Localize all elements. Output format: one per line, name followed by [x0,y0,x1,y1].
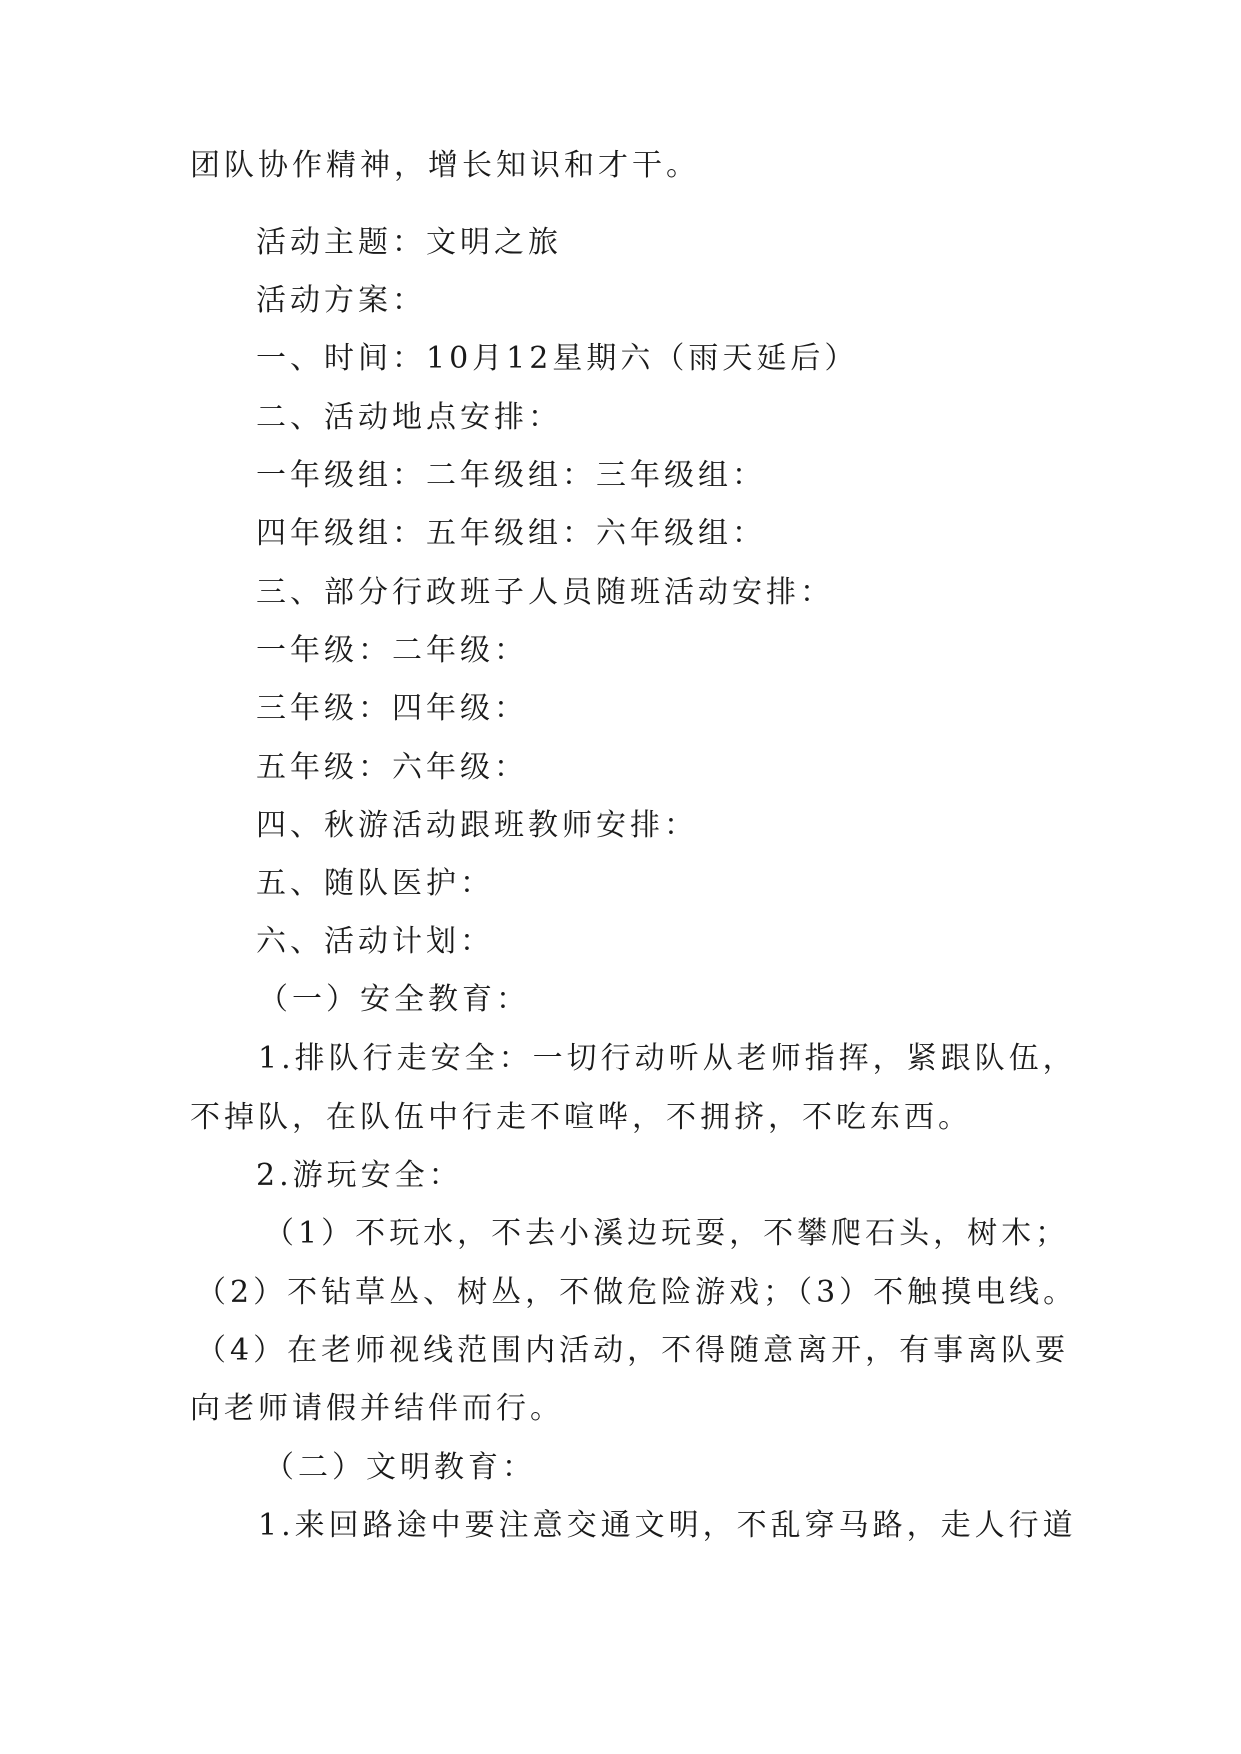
text-line: 三年级：四年级： [256,691,528,726]
text-line: 一年级组：二年级组：三年级组： [256,458,766,493]
text-line: 向老师请假并结伴而行。 [190,1391,564,1426]
text-line: （一）安全教育： [258,982,530,1017]
text-line: （1）不玩水，不去小溪边玩耍，不攀爬石头，树木； [264,1216,1070,1251]
text-line: 四年级组：五年级组：六年级组： [256,516,766,551]
text-line: 2.游玩安全： [256,1158,463,1193]
text-line: 四、秋游活动跟班教师安排： [256,808,698,843]
text-line: 不掉队，在队伍中行走不喧哗，不拥挤，不吃东西。 [190,1100,972,1135]
text-line: 六、活动计划： [256,924,494,959]
text-line: （二）文明教育： [264,1450,536,1485]
text-line: 1.来回路途中要注意交通文明，不乱穿马路，走人行道 [258,1508,1077,1543]
text-line: 二、活动地点安排： [256,400,562,435]
text-line: 一、时间：10月12星期六（雨天延后） [256,341,859,376]
text-line: 活动主题：文明之旅 [256,225,562,260]
text-line: 五、随队医护： [256,866,494,901]
text-line: 一年级：二年级： [256,633,528,668]
text-line: 团队协作精神，增长知识和才干。 [190,148,700,183]
text-line: （2）不钻草丛、树丛，不做危险游戏；（3）不触摸电线。 [196,1275,1078,1310]
text-line: 三、部分行政班子人员随班活动安排： [256,575,834,610]
text-line: 五年级：六年级： [256,750,528,785]
text-line: 活动方案： [256,283,426,318]
text-line: （4）在老师视线范围内活动，不得随意离开，有事离队要 [196,1333,1070,1368]
text-line: 1.排队行走安全：一切行动听从老师指挥，紧跟队伍， [258,1041,1077,1076]
